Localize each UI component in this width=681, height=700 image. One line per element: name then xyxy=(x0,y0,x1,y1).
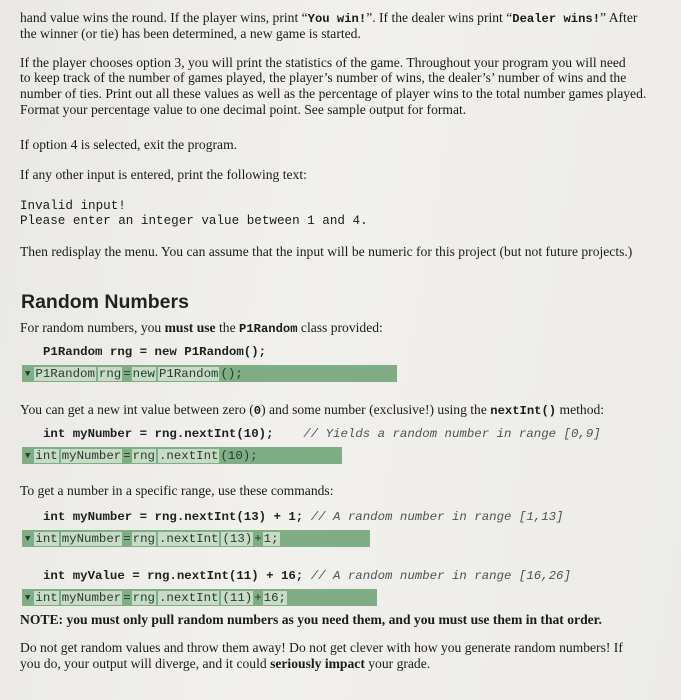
rng-ghost-bar: ▼ P1Random rng = new P1Random (); xyxy=(22,365,397,382)
option3-line-3: number of ties. Print out all these values as well as the percentage of player wins to the total number games played. xyxy=(20,86,647,101)
ghost-bar-3: ▼ int myNumber = rng .nextInt (11) + 16; xyxy=(22,589,377,606)
triangle-down-icon: ▼ xyxy=(25,592,31,603)
warning-line-1: Do not get random values and throw them away! Do not get clever with how you generate random numbers! If xyxy=(20,640,623,655)
redisplay-text: Then redisplay the menu. You can assume that the input will be numeric for this project (but not future projects.) xyxy=(20,244,633,259)
code-line-3: int myValue = rng.nextInt(11) + 16; // A random number in range [16,26] xyxy=(43,569,571,583)
option4-text: If option 4 is selected, exit the program. xyxy=(20,137,238,152)
range-intro: To get a number in a specific range, use these commands: xyxy=(20,483,334,498)
option3-line-4: Format your percentage value to one decimal point. See sample output for format. xyxy=(20,102,467,117)
code-line-2: int myNumber = rng.nextInt(13) + 1; // A random number in range [1,13] xyxy=(43,510,564,524)
nextint-intro: You can get a new int value between zero (0) and some number (exclusive!) using the nextInt() method: xyxy=(20,402,605,418)
other-input-text: If any other input is entered, print the following text: xyxy=(20,167,307,182)
section-title: Random Numbers xyxy=(21,291,189,313)
intro-line-2: the winner (or tie) has been determined, a new game is started. xyxy=(20,26,361,41)
triangle-down-icon: ▼ xyxy=(25,368,31,379)
code-line-1: int myNumber = rng.nextInt(10); // Yields a random number in range [0,9] xyxy=(43,427,601,441)
ghost-bar-1: ▼ int myNumber = rng .nextInt (10); xyxy=(22,447,342,464)
note-text: NOTE: you must only pull random numbers as you need them, and you must use them in that order. xyxy=(20,612,602,627)
ghost-bar-2: ▼ int myNumber = rng .nextInt (13) + 1; xyxy=(22,530,370,547)
invalid-output-line-1: Invalid input! xyxy=(20,199,126,213)
warning-line-2: you do, your output will diverge, and it could seriously impact your grade. xyxy=(20,656,431,671)
invalid-output-line-2: Please enter an integer value between 1 and 4. xyxy=(20,214,368,228)
random-intro: For random numbers, you must use the P1Random class provided: xyxy=(20,320,383,336)
option3-line-2: to keep track of the number of games played, the player’s number of wins, the dealer’s’ number of wins and the xyxy=(20,70,627,85)
rng-code: P1Random rng = new P1Random(); xyxy=(43,345,267,359)
option3-line-1: If the player chooses option 3, you will print the statistics of the game. Throughout your program you will need xyxy=(20,55,626,70)
triangle-down-icon: ▼ xyxy=(25,533,31,544)
intro-line-1: hand value wins the round. If the player wins, print “You win!”. If the dealer wins print “Dealer wins!” After xyxy=(20,10,638,26)
triangle-down-icon: ▼ xyxy=(25,450,31,461)
